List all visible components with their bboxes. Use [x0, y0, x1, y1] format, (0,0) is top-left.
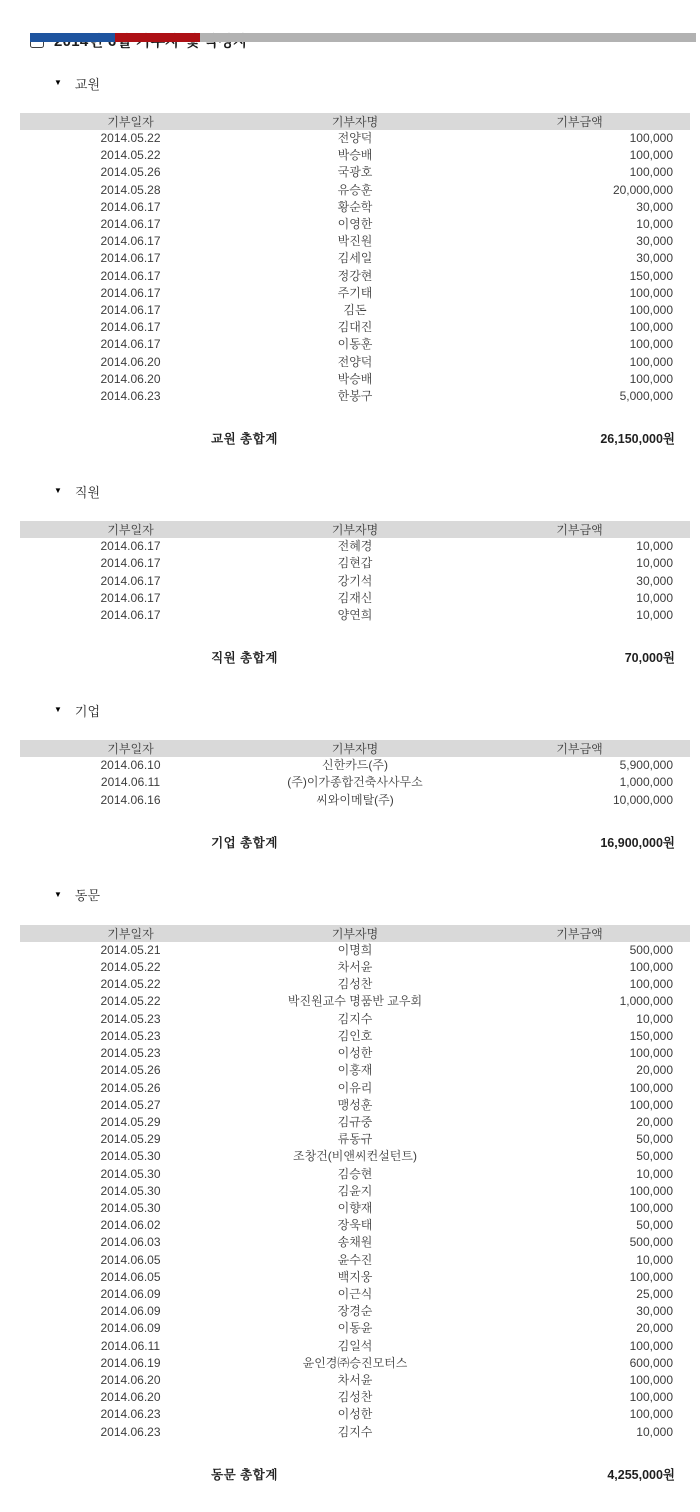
- donation-amount-cell: 50,000: [636, 1132, 673, 1147]
- donor-name-cell: 윤수진: [337, 1252, 373, 1267]
- donor-name-cell: 전양덕: [337, 131, 373, 145]
- donation-date-cell: 2014.06.20: [100, 371, 161, 386]
- donation-amount-cell: 10,000: [636, 1166, 673, 1181]
- table-row: [20, 774, 690, 791]
- donor-name-cell: 박진원: [337, 234, 373, 249]
- donation-date-cell: 2014.06.20: [100, 1372, 161, 1387]
- donation-amount-cell: 10,000: [636, 608, 673, 623]
- donor-name-cell: 이근식: [337, 1286, 373, 1301]
- donation-date-cell: 2014.06.05: [100, 1269, 161, 1284]
- name-column-header: 기부자명: [241, 521, 469, 538]
- donor-sections-container: [0, 75, 700, 1483]
- donation-amount-cell: 100,000: [629, 285, 673, 300]
- section-collapse-toggle[interactable]: [54, 702, 700, 718]
- section-total-row: [20, 833, 690, 851]
- donation-amount-cell: 20,000,000: [612, 182, 673, 197]
- amount-column-header: 기부금액: [469, 925, 690, 942]
- date-column-header: 기부일자: [20, 740, 241, 757]
- amount-column-header: 기부금액: [469, 113, 690, 130]
- donation-date-cell: 2014.06.10: [100, 758, 161, 773]
- donor-name-cell: 이명희: [337, 942, 373, 957]
- donation-date-cell: 2014.06.09: [100, 1286, 161, 1301]
- donation-amount-cell: 500,000: [629, 942, 673, 957]
- donor-name-cell: 김돈: [343, 303, 367, 318]
- table-row: [20, 1389, 690, 1406]
- table-row: [20, 216, 690, 233]
- table-row: [20, 319, 690, 336]
- donation-date-cell: 2014.05.23: [100, 1011, 161, 1026]
- donation-amount-cell: 1,000,000: [619, 994, 673, 1009]
- donation-amount-cell: 10,000: [636, 556, 673, 571]
- table-row: [20, 199, 690, 216]
- table-row: [20, 538, 690, 555]
- donor-name-cell: 장경순: [337, 1304, 373, 1319]
- donation-amount-cell: 100,000: [629, 1080, 673, 1095]
- donation-amount-cell: 150,000: [629, 1028, 673, 1043]
- table-row: [20, 976, 690, 993]
- table-row: [20, 757, 690, 774]
- donor-name-cell: 이동훈: [337, 337, 373, 352]
- section-total-row: [20, 648, 690, 666]
- donation-date-cell: 2014.05.30: [100, 1149, 161, 1164]
- donation-amount-cell: 100,000: [629, 1390, 673, 1405]
- table-row: [20, 336, 690, 353]
- date-column-header: 기부일자: [20, 521, 241, 538]
- donation-date-cell: 2014.06.23: [100, 1407, 161, 1422]
- section-total-amount: 16,900,000원: [600, 835, 675, 850]
- table-row: [20, 959, 690, 976]
- table-body: [20, 757, 690, 809]
- table-row: [20, 555, 690, 572]
- donation-date-cell: 2014.05.28: [100, 182, 161, 197]
- donation-date-cell: 2014.06.02: [100, 1218, 161, 1233]
- donation-amount-cell: 100,000: [629, 977, 673, 992]
- donation-amount-cell: 100,000: [629, 1183, 673, 1198]
- donation-amount-cell: 100,000: [629, 960, 673, 975]
- donation-date-cell: 2014.05.22: [100, 131, 161, 145]
- accent-bar-red-segment: [115, 33, 200, 42]
- donation-amount-cell: 150,000: [629, 268, 673, 283]
- collapse-triangle-icon[interactable]: ▼: [54, 78, 62, 87]
- donor-name-cell: 류동규: [337, 1132, 373, 1147]
- donation-amount-cell: 10,000: [636, 539, 673, 554]
- donor-name-cell: 백지웅: [337, 1269, 373, 1284]
- donor-name-cell: 국광호: [337, 165, 373, 180]
- donor-name-cell: 윤인경㈜승진모터스: [302, 1355, 408, 1370]
- donation-amount-cell: 20,000: [636, 1321, 673, 1336]
- donor-name-cell: 김인호: [337, 1028, 373, 1043]
- donation-amount-cell: 20,000: [636, 1063, 673, 1078]
- table-row: [20, 354, 690, 371]
- donation-date-cell: 2014.06.16: [100, 792, 161, 807]
- donation-amount-cell: 50,000: [636, 1149, 673, 1164]
- table-row: [20, 1200, 690, 1217]
- donation-amount-cell: 100,000: [629, 371, 673, 386]
- donation-date-cell: 2014.06.17: [100, 217, 161, 232]
- donor-name-cell: 맹성훈: [337, 1097, 373, 1112]
- donation-date-cell: 2014.06.23: [100, 1424, 161, 1439]
- donation-date-cell: 2014.05.23: [100, 1046, 161, 1061]
- donation-date-cell: 2014.05.29: [100, 1132, 161, 1147]
- table-row: [20, 1269, 690, 1286]
- section-total-label: 동문 총합계: [211, 1467, 278, 1482]
- donor-name-cell: 조창건(비앤씨컨설턴트): [293, 1149, 417, 1164]
- donor-name-cell: 황순학: [337, 199, 373, 214]
- donation-date-cell: 2014.06.17: [100, 556, 161, 571]
- donor-name-cell: 양연희: [337, 608, 373, 623]
- donation-table: [20, 113, 690, 405]
- donation-date-cell: 2014.06.17: [100, 199, 161, 214]
- top-accent-bar: [30, 33, 696, 42]
- section-collapse-toggle[interactable]: [54, 75, 700, 91]
- date-column-header: 기부일자: [20, 925, 241, 942]
- table-header-row: [20, 740, 690, 757]
- table-row: [20, 1148, 690, 1165]
- donation-amount-cell: 100,000: [629, 354, 673, 369]
- donation-date-cell: 2014.06.09: [100, 1321, 161, 1336]
- donation-date-cell: 2014.06.05: [100, 1252, 161, 1267]
- donation-amount-cell: 600,000: [629, 1355, 673, 1370]
- donation-amount-cell: 30,000: [636, 251, 673, 266]
- donation-amount-cell: 100,000: [629, 337, 673, 352]
- donation-amount-cell: 10,000: [636, 217, 673, 232]
- section-total-amount: 70,000원: [624, 651, 675, 666]
- donation-amount-cell: 100,000: [629, 1269, 673, 1284]
- donation-date-cell: 2014.05.30: [100, 1183, 161, 1198]
- donation-amount-cell: 100,000: [629, 1046, 673, 1061]
- donation-date-cell: 2014.06.17: [100, 234, 161, 249]
- table-row: [20, 371, 690, 388]
- donor-section: [0, 702, 700, 851]
- donation-date-cell: 2014.06.17: [100, 268, 161, 283]
- donation-amount-cell: 30,000: [636, 1304, 673, 1319]
- amount-column-header: 기부금액: [469, 521, 690, 538]
- donation-date-cell: 2014.06.17: [100, 590, 161, 605]
- donor-name-cell: 한봉구: [337, 389, 373, 404]
- donation-amount-cell: 10,000,000: [612, 792, 673, 807]
- donor-name-cell: 전양덕: [337, 354, 373, 369]
- date-column-header: 기부일자: [20, 113, 241, 130]
- donor-name-cell: 김현갑: [337, 556, 373, 571]
- table-row: [20, 147, 690, 164]
- donor-name-cell: 김대진: [337, 320, 373, 335]
- donation-date-cell: 2014.06.20: [100, 1390, 161, 1405]
- donation-date-cell: 2014.06.03: [100, 1235, 161, 1250]
- section-total-row: [20, 429, 690, 447]
- donation-table: [20, 740, 690, 809]
- donation-amount-cell: 100,000: [629, 303, 673, 318]
- donation-amount-cell: 30,000: [636, 199, 673, 214]
- donor-name-cell: 송채원: [337, 1235, 373, 1250]
- donation-date-cell: 2014.05.22: [100, 148, 161, 163]
- donation-date-cell: 2014.06.17: [100, 337, 161, 352]
- donor-name-cell: 장욱태: [337, 1218, 373, 1233]
- section-collapse-toggle[interactable]: [54, 887, 700, 903]
- section-total-amount: 4,255,000원: [607, 1467, 675, 1482]
- donor-name-cell: 박승배: [337, 148, 373, 163]
- donation-amount-cell: 100,000: [629, 131, 673, 145]
- table-row: [20, 182, 690, 199]
- donation-amount-cell: 100,000: [629, 1200, 673, 1215]
- donation-amount-cell: 100,000: [629, 165, 673, 180]
- donation-amount-cell: 10,000: [636, 1252, 673, 1267]
- donation-date-cell: 2014.06.17: [100, 573, 161, 588]
- donor-name-cell: 김재신: [337, 590, 373, 605]
- table-row: [20, 792, 690, 809]
- donor-name-cell: 정강현: [337, 268, 373, 283]
- table-row: [20, 1252, 690, 1269]
- donation-date-cell: 2014.05.21: [100, 942, 161, 957]
- donation-amount-cell: 30,000: [636, 234, 673, 249]
- name-column-header: 기부자명: [241, 740, 469, 757]
- table-row: [20, 1080, 690, 1097]
- donation-amount-cell: 500,000: [629, 1235, 673, 1250]
- donor-name-cell: 김지수: [337, 1424, 373, 1439]
- donor-name-cell: 차서윤: [337, 1372, 373, 1387]
- table-body: [20, 942, 690, 1441]
- donor-name-cell: 전혜경: [337, 539, 373, 554]
- donation-amount-cell: 30,000: [636, 573, 673, 588]
- table-row: [20, 1011, 690, 1028]
- table-header-row: [20, 925, 690, 942]
- donation-date-cell: 2014.05.26: [100, 1063, 161, 1078]
- donor-name-cell: 강기석: [337, 573, 373, 588]
- table-row: [20, 1217, 690, 1234]
- table-row: [20, 1372, 690, 1389]
- donation-amount-cell: 100,000: [629, 1372, 673, 1387]
- donation-date-cell: 2014.06.23: [100, 389, 161, 404]
- donor-name-cell: 김일석: [337, 1338, 373, 1353]
- amount-column-header: 기부금액: [469, 740, 690, 757]
- name-column-header: 기부자명: [241, 925, 469, 942]
- donor-name-cell: 김지수: [337, 1011, 373, 1026]
- table-row: [20, 250, 690, 267]
- table-header-row: [20, 521, 690, 538]
- table-row: [20, 130, 690, 147]
- donation-amount-cell: 100,000: [629, 1097, 673, 1112]
- donation-date-cell: 2014.06.19: [100, 1355, 161, 1370]
- donor-section: [0, 75, 700, 447]
- donor-name-cell: 이동윤: [337, 1321, 373, 1336]
- collapse-triangle-icon[interactable]: ▼: [54, 889, 62, 899]
- table-row: [20, 1286, 690, 1303]
- donation-date-cell: 2014.05.22: [100, 977, 161, 992]
- donation-date-cell: 2014.05.29: [100, 1114, 161, 1129]
- donor-name-cell: 박승배: [337, 371, 373, 386]
- donation-amount-cell: 25,000: [636, 1286, 673, 1301]
- collapse-triangle-icon[interactable]: ▼: [54, 705, 62, 715]
- section-total-label: 교원 총합계: [211, 432, 278, 447]
- table-row: [20, 1131, 690, 1148]
- accent-bar-blue-segment: [30, 33, 115, 42]
- table-row: [20, 1355, 690, 1372]
- donor-name-cell: 김세일: [337, 251, 373, 266]
- table-row: [20, 1045, 690, 1062]
- donation-amount-cell: 10,000: [636, 1011, 673, 1026]
- donor-name-cell: 씨와이메탈(주): [316, 792, 394, 807]
- donor-name-cell: 김윤지: [337, 1183, 373, 1198]
- table-row: [20, 1320, 690, 1337]
- section-collapse-toggle[interactable]: [54, 483, 700, 499]
- donation-date-cell: 2014.06.17: [100, 608, 161, 623]
- donor-name-cell: 김성찬: [337, 1390, 373, 1405]
- section-label: 교원: [74, 76, 101, 92]
- donation-amount-cell: 1,000,000: [619, 775, 673, 790]
- donor-section: [0, 483, 700, 666]
- donor-name-cell: 이성한: [337, 1407, 373, 1422]
- donation-date-cell: 2014.06.17: [100, 251, 161, 266]
- donation-date-cell: 2014.05.26: [100, 1080, 161, 1095]
- donation-date-cell: 2014.05.26: [100, 165, 161, 180]
- donor-name-cell: 이향재: [337, 1200, 373, 1215]
- donation-date-cell: 2014.06.17: [100, 285, 161, 300]
- section-label: 기업: [74, 703, 101, 719]
- donation-date-cell: 2014.06.11: [100, 775, 161, 790]
- table-row: [20, 1114, 690, 1131]
- table-row: [20, 1406, 690, 1423]
- table-row: [20, 1062, 690, 1079]
- donation-date-cell: 2014.05.22: [100, 994, 161, 1009]
- donation-amount-cell: 5,000,000: [619, 389, 673, 404]
- table-row: [20, 1338, 690, 1355]
- donation-amount-cell: 100,000: [629, 1407, 673, 1422]
- donation-date-cell: 2014.06.11: [100, 1338, 161, 1353]
- section-label: 동문: [74, 888, 101, 904]
- table-row: [20, 268, 690, 285]
- donation-date-cell: 2014.05.22: [100, 960, 161, 975]
- section-total-label: 직원 총합계: [211, 651, 278, 666]
- table-row: [20, 1097, 690, 1114]
- donation-table: [20, 521, 690, 624]
- donation-table: [20, 925, 690, 1441]
- table-row: [20, 1183, 690, 1200]
- table-row: [20, 285, 690, 302]
- donation-amount-cell: 10,000: [636, 1424, 673, 1439]
- donation-date-cell: 2014.05.23: [100, 1028, 161, 1043]
- table-body: [20, 538, 690, 624]
- table-row: [20, 607, 690, 624]
- donation-date-cell: 2014.06.17: [100, 303, 161, 318]
- table-row: [20, 302, 690, 319]
- table-row: [20, 388, 690, 405]
- name-column-header: 기부자명: [241, 113, 469, 130]
- donation-date-cell: 2014.06.17: [100, 320, 161, 335]
- donation-date-cell: 2014.05.30: [100, 1200, 161, 1215]
- table-row: [20, 590, 690, 607]
- donor-name-cell: 차서윤: [337, 960, 373, 975]
- donor-name-cell: (주)이가종합건축사사무소: [287, 775, 423, 790]
- table-row: [20, 1166, 690, 1183]
- donation-amount-cell: 50,000: [636, 1218, 673, 1233]
- section-label: 직원: [74, 484, 101, 500]
- donation-amount-cell: 100,000: [629, 1338, 673, 1353]
- donor-name-cell: 유승훈: [337, 182, 373, 197]
- donation-amount-cell: 10,000: [636, 590, 673, 605]
- table-body: [20, 130, 690, 405]
- table-row: [20, 233, 690, 250]
- donor-name-cell: 김규중: [337, 1114, 373, 1129]
- table-row: [20, 164, 690, 181]
- collapse-triangle-icon[interactable]: ▼: [54, 486, 62, 496]
- donor-name-cell: 김승현: [337, 1166, 373, 1181]
- table-row: [20, 1234, 690, 1251]
- donation-date-cell: 2014.05.27: [100, 1097, 161, 1112]
- donation-amount-cell: 5,900,000: [619, 758, 673, 773]
- table-row: [20, 1424, 690, 1441]
- donor-name-cell: 박진원교수 명품반 교우회: [287, 994, 423, 1009]
- donation-date-cell: 2014.06.17: [100, 539, 161, 554]
- donor-name-cell: 이영한: [337, 217, 373, 232]
- section-total-row: [20, 1465, 690, 1483]
- donation-date-cell: 2014.05.30: [100, 1166, 161, 1181]
- table-row: [20, 942, 690, 959]
- section-total-label: 기업 총합계: [211, 835, 278, 850]
- donor-name-cell: 신한카드(주): [322, 758, 388, 773]
- donor-name-cell: 김성찬: [337, 977, 373, 992]
- donor-section: [0, 887, 700, 1483]
- donor-name-cell: 이홍재: [337, 1063, 373, 1078]
- table-row: [20, 993, 690, 1010]
- donor-name-cell: 이성한: [337, 1046, 373, 1061]
- donor-name-cell: 주기태: [337, 285, 373, 300]
- donation-amount-cell: 20,000: [636, 1114, 673, 1129]
- donation-amount-cell: 100,000: [629, 320, 673, 335]
- donation-date-cell: 2014.06.09: [100, 1304, 161, 1319]
- donation-amount-cell: 100,000: [629, 148, 673, 163]
- table-row: [20, 573, 690, 590]
- table-header-row: [20, 113, 690, 130]
- section-total-amount: 26,150,000원: [600, 432, 675, 447]
- donor-name-cell: 이유리: [337, 1080, 373, 1095]
- table-row: [20, 1028, 690, 1045]
- donation-date-cell: 2014.06.20: [100, 354, 161, 369]
- table-row: [20, 1303, 690, 1320]
- accent-bar-gray-segment: [200, 33, 696, 42]
